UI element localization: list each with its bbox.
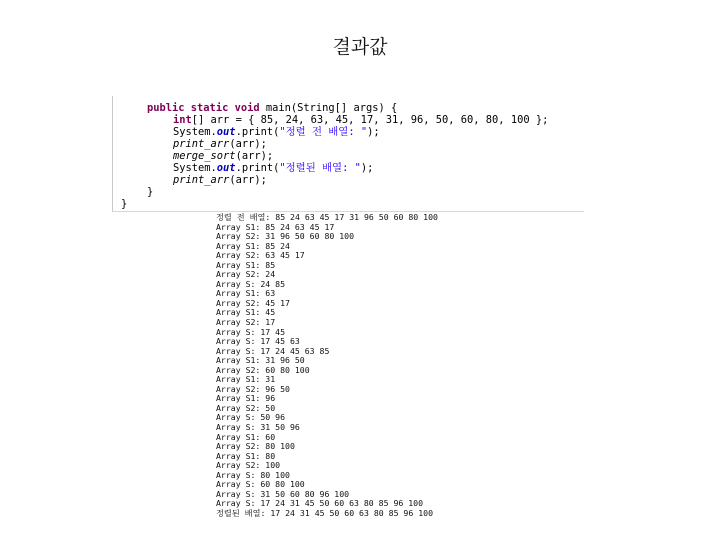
code-text: );	[360, 162, 374, 174]
code-field: out	[216, 126, 236, 138]
console-line: Array S: 17 45 63	[216, 336, 300, 347]
console-output	[216, 213, 516, 519]
code-method: print_arr	[173, 174, 230, 186]
console-line: Array S2: 60 80 100	[216, 364, 310, 375]
console-line: Array S: 31 50 60 80 96 100	[216, 488, 350, 499]
code-field: out	[216, 162, 236, 174]
code-line-2	[173, 114, 548, 126]
code-text: .print(	[235, 126, 280, 138]
slide-title: 결과값	[332, 36, 388, 58]
console-line: Array S2: 24	[216, 269, 276, 280]
code-keyword: int	[173, 114, 192, 126]
console-line: Array S1: 31 96 50	[216, 355, 305, 366]
console-line: Array S1: 85 24	[216, 240, 290, 251]
console-line: Array S: 17 24 31 45 50 60 63 80 85 96 100	[216, 498, 424, 509]
code-text: main(String[] args) {	[259, 102, 398, 114]
console-line: Array S: 80 100	[216, 469, 290, 480]
console-line: Array S1: 31	[216, 374, 276, 385]
console-line: Array S2: 31 96 50 60 80 100	[216, 231, 355, 242]
code-text: .print(	[235, 162, 280, 174]
code-line-5	[173, 150, 273, 162]
console-line: Array S: 17 24 45 63 85	[216, 345, 330, 356]
code-line-6	[173, 162, 373, 174]
console-line: Array S: 24 85	[216, 278, 286, 289]
code-text: (arr);	[229, 174, 267, 186]
code-line-1	[147, 102, 397, 114]
code-text: System.	[173, 162, 217, 174]
console-line: Array S2: 63 45 17	[216, 250, 305, 261]
console-line: 정렬된 배열: 17 24 31 45 50 60 63 80 85 96 100	[216, 507, 434, 518]
code-line-7	[173, 174, 267, 186]
console-line: Array S1: 85	[216, 259, 276, 270]
console-line: Array S2: 45 17	[216, 297, 290, 308]
console-line: Array S2: 50	[216, 402, 276, 413]
code-editor-panel	[112, 96, 584, 212]
code-method: print_arr	[173, 138, 230, 150]
code-text: (arr);	[229, 138, 267, 150]
console-line: Array S1: 45	[216, 307, 276, 318]
code-keyword: public static void	[147, 102, 260, 114]
console-line: Array S1: 80	[216, 450, 276, 461]
code-text: [] arr = { 85, 24, 63, 45, 17, 31, 96, 50, 60, 80, 100 };	[191, 114, 549, 126]
console-line: Array S2: 100	[216, 460, 281, 471]
console-line: Array S1: 63	[216, 288, 276, 299]
code-line-8: }	[147, 186, 154, 198]
console-line: Array S1: 96	[216, 393, 276, 404]
code-method: merge_sort	[173, 150, 236, 162]
code-text: System.	[173, 126, 217, 138]
console-line: Array S2: 80 100	[216, 441, 295, 452]
code-string: "정렬된 배열: "	[279, 162, 361, 174]
console-line: Array S2: 96 50	[216, 383, 290, 394]
code-line-9: }	[121, 198, 128, 210]
console-line: Array S: 17 45	[216, 326, 286, 337]
console-line: Array S1: 60	[216, 431, 276, 442]
code-line-4	[173, 138, 267, 150]
console-line: Array S1: 85 24 63 45 17	[216, 221, 335, 232]
code-text: );	[367, 126, 380, 138]
console-line: Array S: 50 96	[216, 412, 286, 423]
console-line: Array S: 31 50 96	[216, 422, 300, 433]
console-line: 정렬 전 배열: 85 24 63 45 17 31 96 50 60 80 100	[216, 212, 438, 222]
code-string: "정렬 전 배열: "	[279, 126, 368, 138]
console-line: Array S2: 17	[216, 317, 276, 328]
code-line-3	[173, 126, 380, 138]
code-text: (arr);	[235, 150, 274, 162]
console-line: Array S: 60 80 100	[216, 479, 305, 490]
